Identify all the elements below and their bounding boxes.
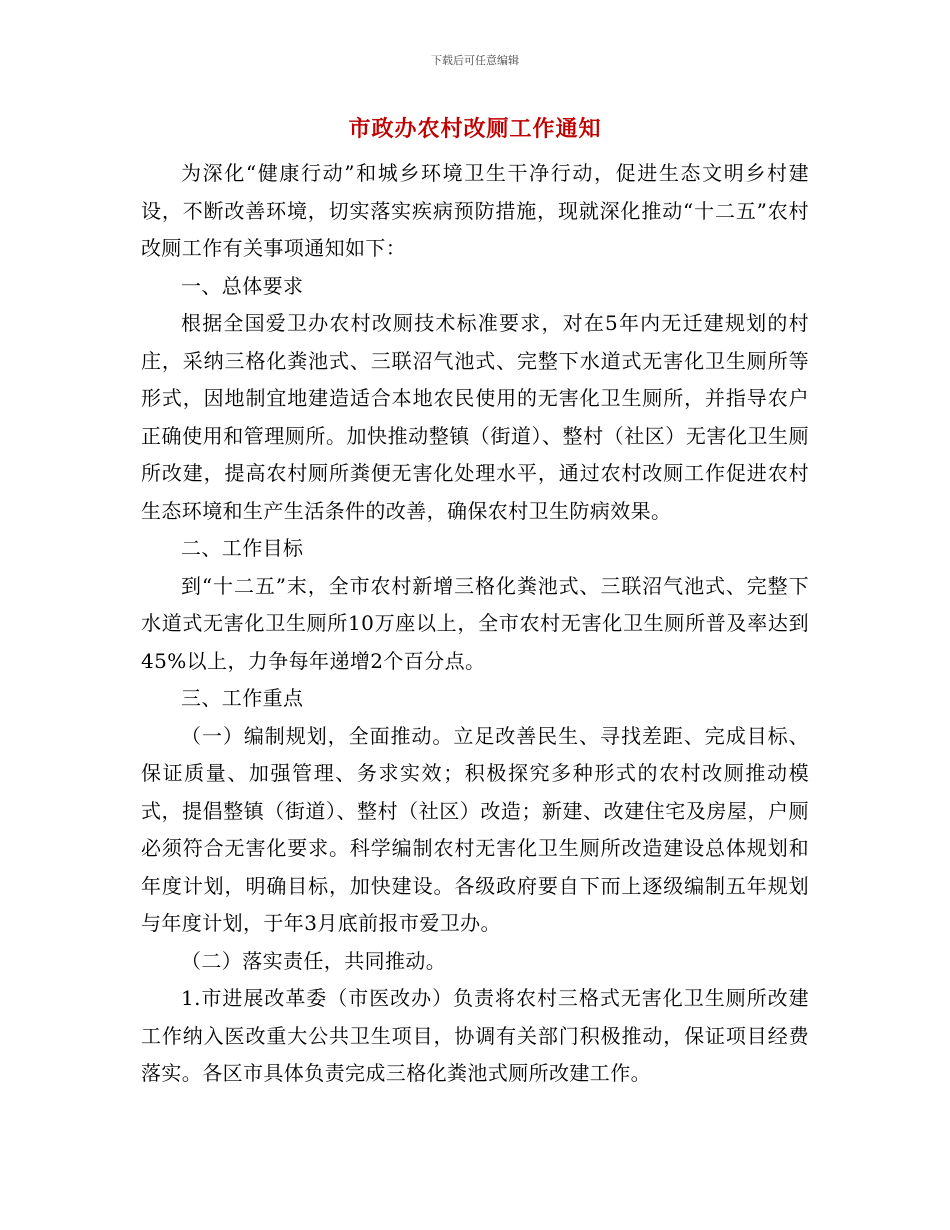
paragraph-planning: （一）编制规划，全面推动。立足改善民生、寻找差距、完成目标、保证质量、加强管理、务求实效；积极探究多种形式的农村改厕推动模式，提倡整镇（街道）、整村（社区）改造；新建、改建住宅及房屋，户厕必须符合无害化要求。科学编制农村无害化卫生厕所改造建设总体规划和年度计划，明确目标，加快建设。各级政府要自下而上逐级编制五年规划与年度计划，于年3月底前报市爱卫办。 [141, 723, 809, 935]
section-heading-1: 一、总体要求 [181, 273, 304, 298]
document-body [141, 155, 809, 1093]
section-heading-3: 三、工作重点 [181, 686, 304, 710]
page-header-note: 下载后可任意编辑 [431, 54, 519, 67]
paragraph-intro: 为深化“健康行动”和城乡环境卫生干净行动，促进生态文明乡村建设，不断改善环境，切实落实疾病预防措施，现就深化推动“十二五”农村改厕工作有关事项通知如下： [141, 161, 809, 260]
section-heading-2: 二、工作目标 [181, 536, 304, 560]
paragraph-goals: 到“十二五”末，全市农村新增三格化粪池式、三联沼气池式、完整下水道式无害化卫生厕所10万座以上，全市农村无害化卫生厕所普及率达到45%以上，力争每年递增2个百分点。 [141, 573, 809, 673]
paragraph-item-1: 1.市进展改革委（市医改办）负责将农村三格式无害化卫生厕所改建工作纳入医改重大公共卫生项目，协调有关部门积极推动，保证项目经费落实。各区市具体负责完成三格化粪池式厕所改建工作。 [141, 986, 809, 1085]
subheading-responsibility: （二）落实责任，共同推动。 [181, 948, 447, 973]
paragraph-requirements: 根据全国爱卫办农村改厕技术标准要求，对在5年内无迁建规划的村庄，采纳三格化粪池式、三联沼气池式、完整下水道式无害化卫生厕所等形式，因地制宜地建造适合本地农民使用的无害化卫生厕所，并指导农户正确使用和管理厕所。加快推动整镇（街道）、整村（社区）无害化卫生厕所改建，提高农村厕所粪便无害化处理水平，通过农村改厕工作促进农村生态环境和生产生活条件的改善，确保农村卫生防病效果。 [141, 311, 809, 523]
document-title: 市政办农村改厕工作通知 [348, 116, 602, 142]
